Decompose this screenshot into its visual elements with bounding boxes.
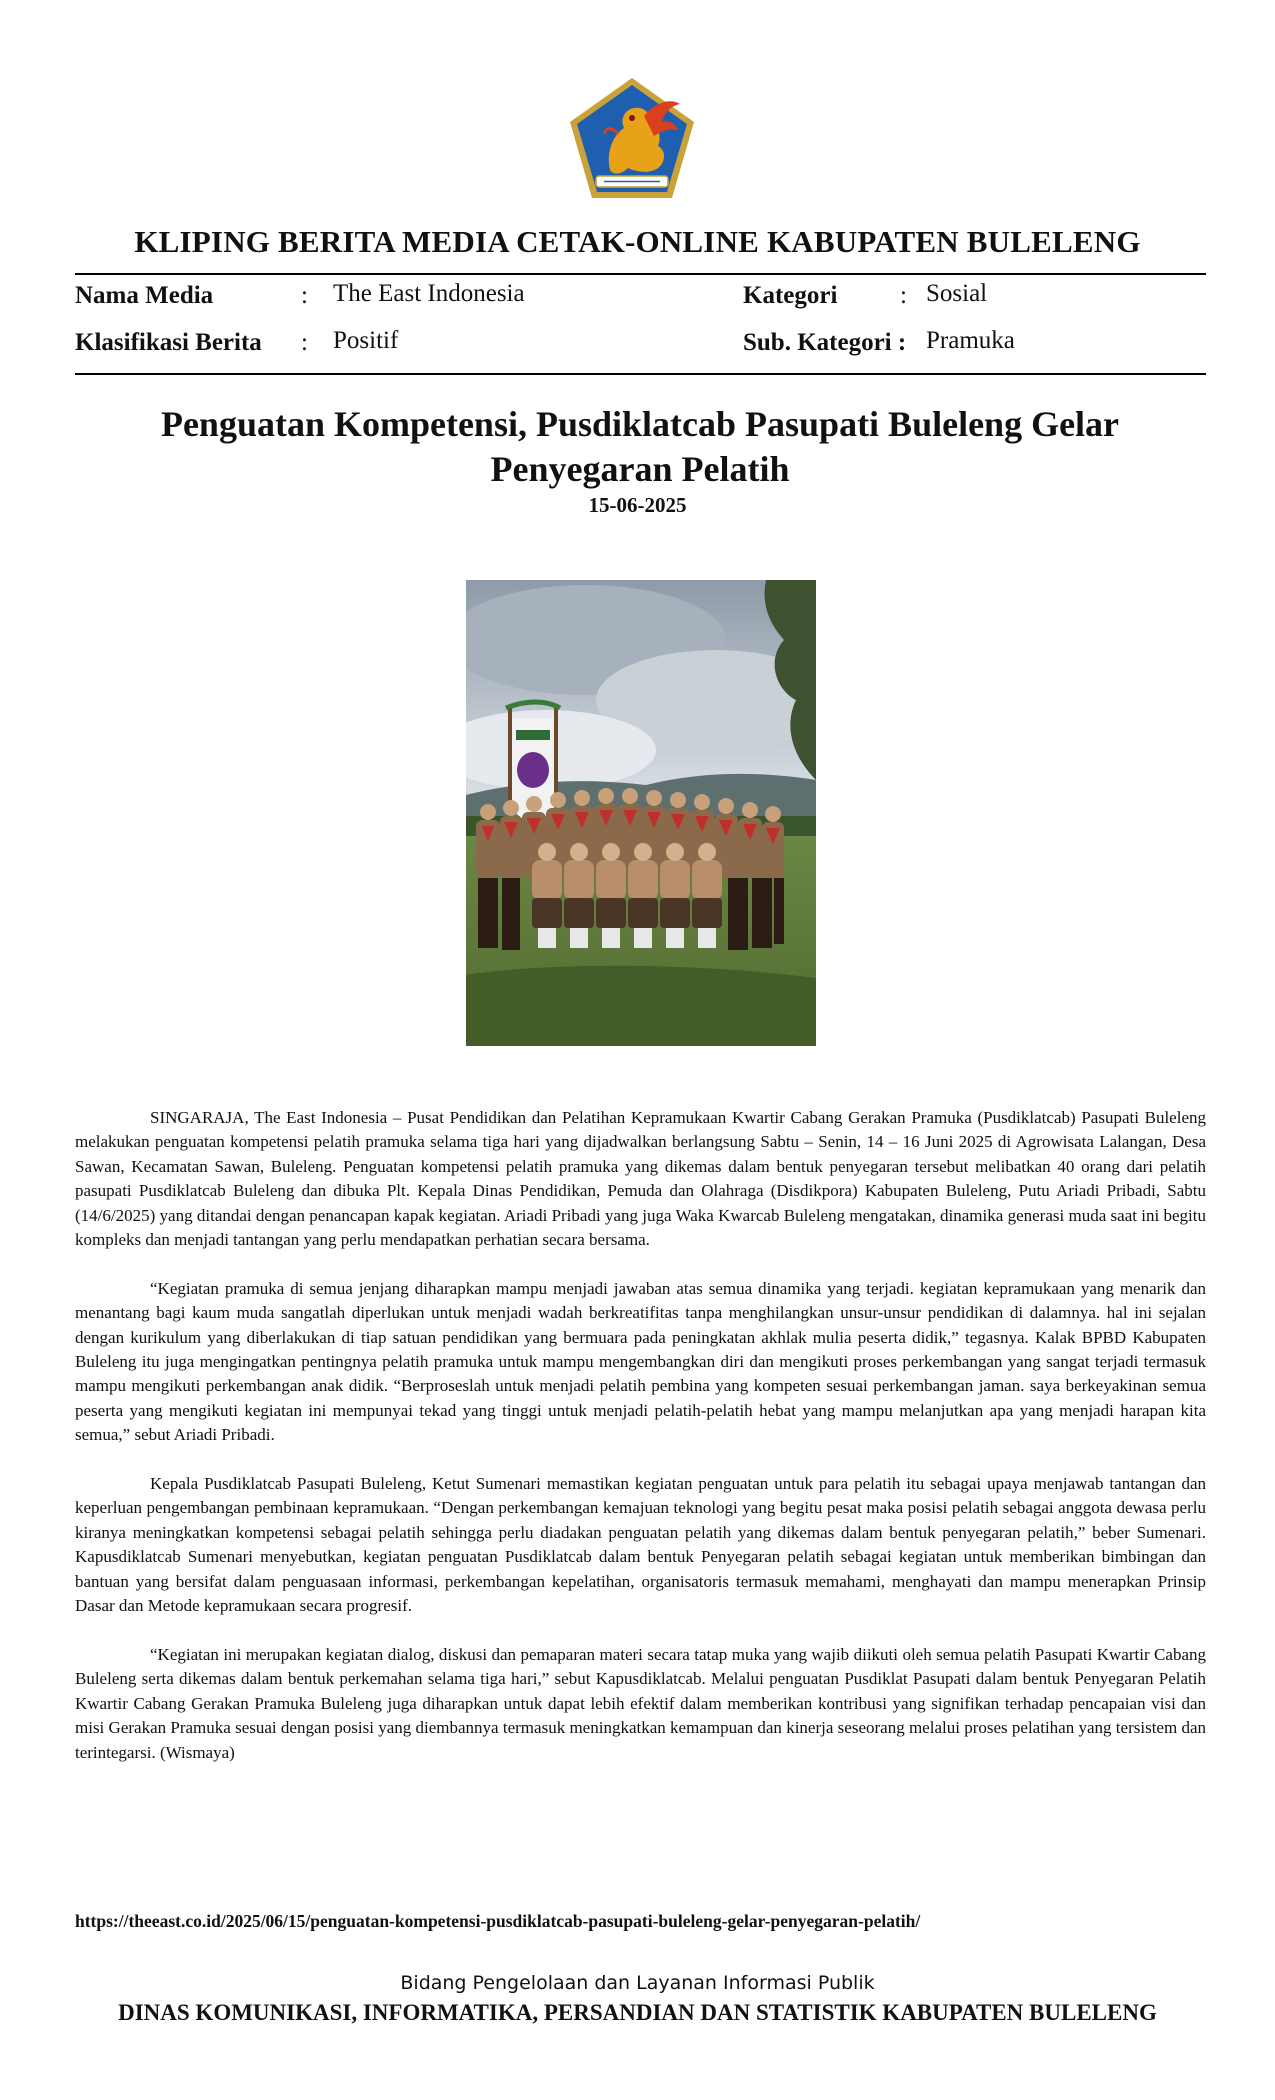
article-paragraph: “Kegiatan ini merupakan kegiatan dialog, diskusi dan pemaparan materi secara tatap muka yang wajib diikuti oleh semua pelatih Pasupati Kwartir Cabang Buleleng serta dikemas dalam bentuk perkemahan selama tiga hari,” sebut Kapusdiklatcab. Melalui penguatan Pusdiklat Pasupati dalam bentuk Penyegaran Pelatih Kwartir Cabang Gerakan Pramuka Buleleng juga diharapkan untuk dapat lebih efektif dalam memberikan kontribusi yang signifikan terhadap pencapaian visi dan misi Gerakan Pramuka sesuai dengan posisi yang diembannya termasuk meningkatkan kemampuan dan kinerja seseorang melalui proses pelatihan yang tersistem dan terintegarsi. (Wismaya) [75,1644,1206,1762]
category-value: Sosial [926,280,988,307]
classification-value: Positif [333,327,399,354]
category-colon: : [900,282,907,309]
subcategory-value: Pramuka [926,327,1015,354]
article-paragraph: Kepala Pusdiklatcab Pasupati Buleleng, Ketut Sumenari memastikan kegiatan penguatan untuk para pelatih itu sebagai upaya menjawab tantangan dan keperluan pengembangan pembinaan kepramukaan. “Dengan perkembangan kemajuan teknologi yang begitu pesat maka posisi pelatih sebagai anggota dewasa perlu kiranya meningkatkan kompetensi sebagai pelatih sehingga perlu diadakan penguatan pelatih yang dikemas dalam bentuk penyegaran pelatih,” beber Sumenari. Kapusdiklatcab Sumenari menyebutkan, kegiatan penguatan Pusdiklatcab dalam bentuk Penyegaran pelatih sebagai kegiatan untuk memberikan bimbingan dan bantuan yang bersifat dalam penguasaan informasi, perkembangan kepelatihan, organisatoris termasuk memahami, menghayati dan mampu menerapkan Prinsip Dasar dan Metode kepramukaan secara progresif. [75,1474,1206,1616]
source-url-link[interactable]: https://theeast.co.id/2025/06/15/penguatan-kompetensi-pusdiklatcab-pasupati-buleleng-gelar-penyegaran-pelatih/ [75,1911,921,1931]
masthead-title: KLIPING BERITA MEDIA CETAK-ONLINE KABUPATEN BULELENG [134,224,1141,259]
article-headline: Penguatan Kompetensi, Pusdiklatcab Pasupati Buleleng Gelar Penyegaran Pelatih [160,404,1120,489]
article-paragraph: SINGARAJA, The East Indonesia – Pusat Pendidikan dan Pelatihan Kepramukaan Kwartir Cabang Gerakan Pramuka (Pusdiklatcab) Pasupati Buleleng melakukan penguatan kompetensi pelatih pramuka selama tiga hari yang dijadwalkan berlangsung Sabtu – Senin, 14 – 16 Juni 2025 di Agrowisata Lalangan, Desa Sawan, Kecamatan Sawan, Buleleng. Penguatan kompetensi pelatih pramuka yang dikemas dalam bentuk penyegaran tersebut melibatkan 40 orang dari pelatih pasupati Pusdiklatcab Buleleng dan dibuka Plt. Kepala Dinas Pendidikan, Pemuda dan Olahraga (Disdikpora) Kabupaten Buleleng, Putu Ariadi Pribadi, Sabtu (14/6/2025) yang ditandai dengan penancapan kapak kegiatan. Ariadi Pribadi yang juga Waka Kwarcab Buleleng mengatakan, dinamika generasi muda saat ini begitu kompleks dan menjadi tantangan yang perlu mendapatkan perhatian secara bersama. [75,1108,1206,1250]
footer-agency-name: DINAS KOMUNIKASI, INFORMATIKA, PERSANDIAN DAN STATISTIK KABUPATEN BULELENG [118,2000,1157,2025]
header-bottom-divider [75,373,1206,375]
group-photo-scouts-icon [466,580,816,1046]
media-value: The East Indonesia [333,280,525,307]
media-label: Nama Media [75,282,214,309]
category-label: Kategori [743,282,838,309]
header-top-divider [75,273,1206,275]
publication-date: 15-06-2025 [588,493,687,517]
classification-colon: : [301,329,308,356]
footer-unit-name: Bidang Pengelolaan dan Layanan Informasi Publik [400,1972,875,1994]
media-colon: : [301,282,308,309]
classification-label: Klasifikasi Berita [75,329,262,356]
article-paragraph: “Kegiatan pramuka di semua jenjang diharapkan mampu menjadi jawaban atas semua dinamika yang terjadi. kegiatan kepramukaan yang menarik dan menantang bagi kaum muda sangatlah diperlukan untuk menjadi wadah berkreatifitas tanpa menghilangkan unsur-unsur pendidikan di dalamnya. hal ini sejalan dengan kurikulum yang diberlakukan di tiap satuan pendidikan yang bermuara pada peningkatan akhlak mulia peserta didik,” tegasnya. Kalak BPBD Kabupaten Buleleng itu juga mengingatkan pentingnya pelatih pramuka untuk mampu mengembangkan diri dan mengikuti proses perkembangan yang sangat terjadi termasuk mampu mengikuti perkembangan anak didik. “Berproseslah untuk menjadi pelatih pembina yang kompeten sesuai perkembangan jaman. saya berkeyakinan semua peserta yang mengikuti kegiatan ini mempunyai tekad yang tinggi untuk menjadi pelatih-pelatih hebat yang mampu melanjutkan apa yang menjadi harapan kita semua,” sebut Ariadi Pribadi. [75,1278,1206,1445]
subcategory-label: Sub. Kategori : [743,329,907,356]
singa-ambara-raja-emblem-icon [566,76,698,200]
article-body [75,1106,1206,1765]
